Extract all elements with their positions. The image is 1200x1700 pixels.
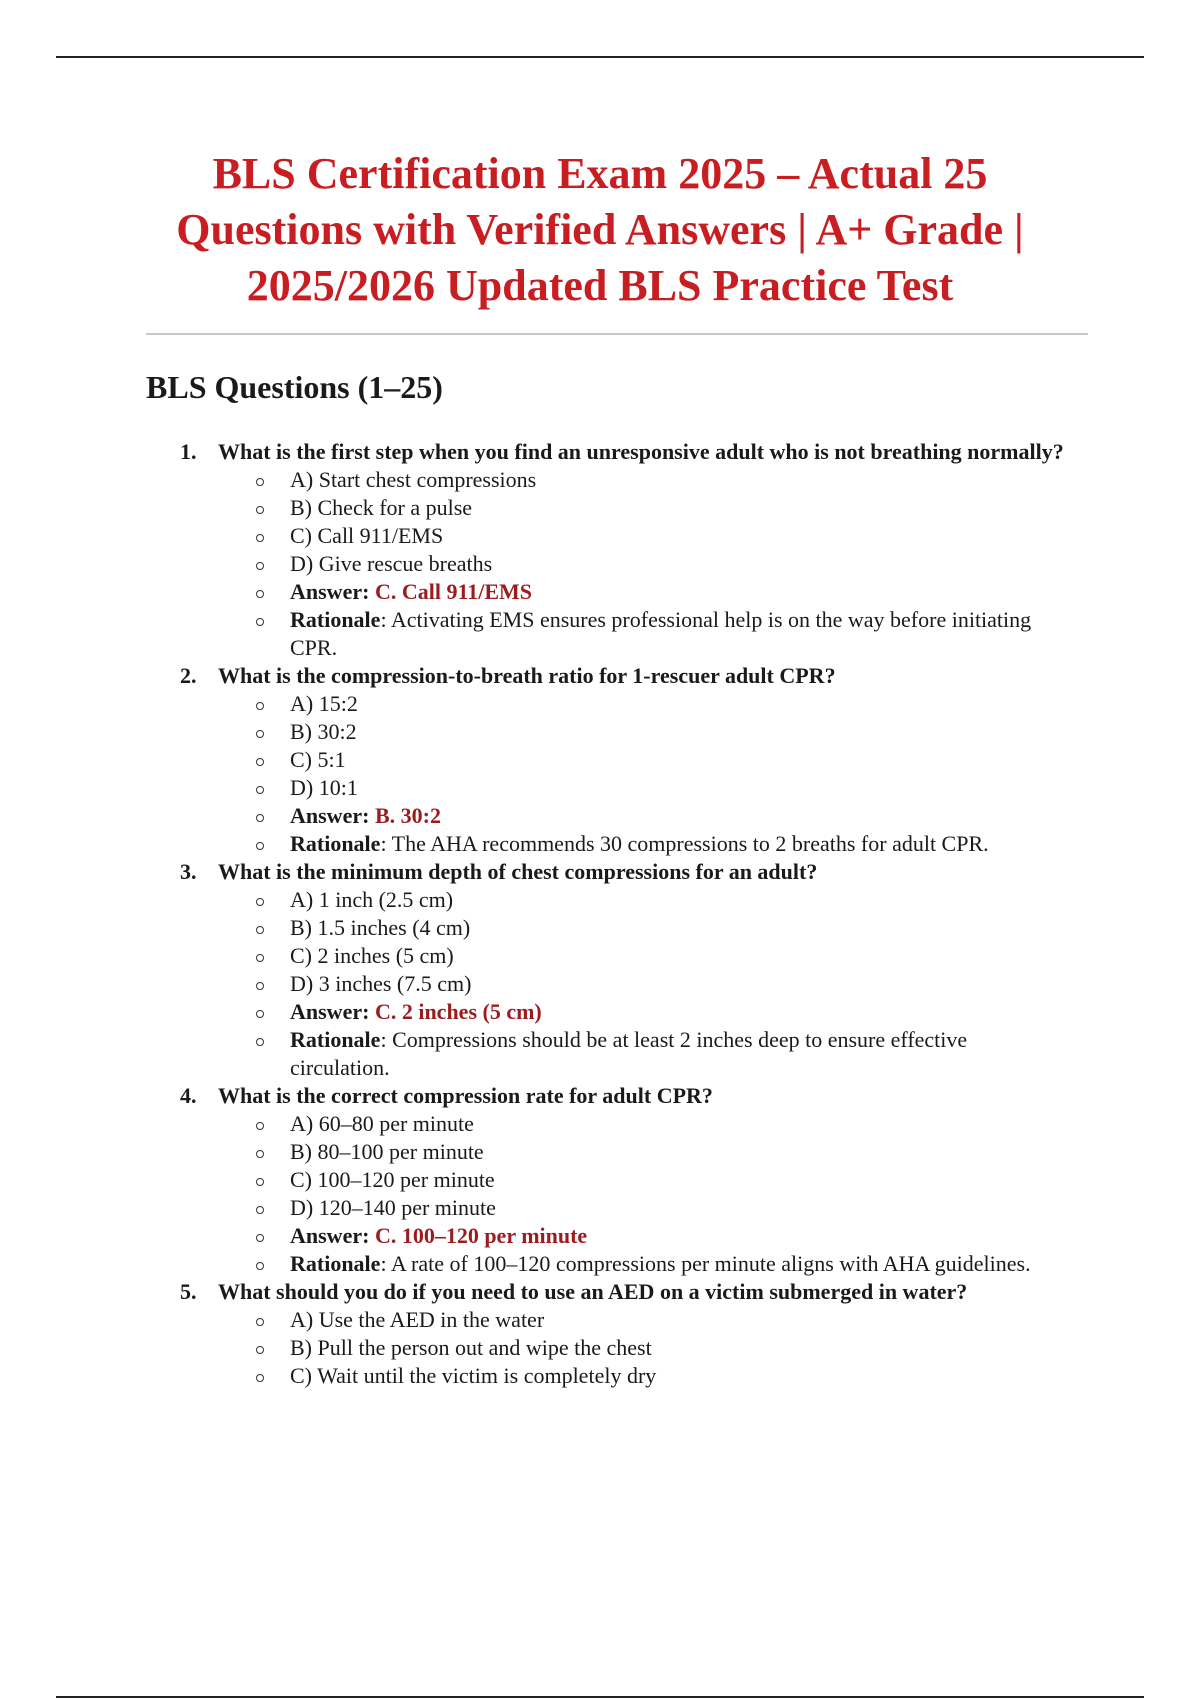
circle-bullet-icon — [256, 562, 264, 570]
option-text: A) 15:2 — [290, 691, 358, 716]
answer-label: Answer: — [290, 1223, 370, 1248]
option-text: D) 3 inches (7.5 cm) — [290, 971, 472, 996]
option-text: C) 100–120 per minute — [290, 1167, 495, 1192]
circle-bullet-icon — [256, 1318, 264, 1326]
answer-option — [0, 466, 1070, 494]
option-text: D) 120–140 per minute — [290, 1195, 496, 1220]
answer-option — [0, 494, 1070, 522]
circle-bullet-icon — [256, 478, 264, 486]
answer-option — [0, 774, 1070, 802]
answer-option — [0, 914, 1070, 942]
circle-bullet-icon — [256, 898, 264, 906]
rationale-label: Rationale — [290, 607, 381, 632]
rationale-text: : Activating EMS ensures professional help is on the way before initiating CPR. — [290, 607, 1032, 660]
option-list — [0, 690, 1200, 858]
answer-option — [0, 1194, 1070, 1222]
rationale-text: : The AHA recommends 30 compressions to 2 breaths for adult CPR. — [380, 831, 989, 856]
option-text: B) 80–100 per minute — [290, 1139, 484, 1164]
circle-bullet-icon — [256, 954, 264, 962]
answer-label: Answer: — [290, 999, 370, 1024]
question-item — [0, 858, 1200, 1082]
answer-option — [0, 1110, 1070, 1138]
rationale-line — [0, 1250, 1070, 1278]
option-text: C) 5:1 — [290, 747, 346, 772]
circle-bullet-icon — [256, 618, 264, 626]
rationale-text: : A rate of 100–120 compressions per minute aligns with AHA guidelines. — [380, 1251, 1031, 1276]
question-number: 5. — [180, 1279, 197, 1304]
option-text: C) 2 inches (5 cm) — [290, 943, 454, 968]
option-list — [0, 466, 1200, 662]
question-number: 4. — [180, 1083, 197, 1108]
question-text: What is the correct compression rate for adult CPR? — [218, 1083, 713, 1108]
option-text: B) Check for a pulse — [290, 495, 473, 520]
circle-bullet-icon — [256, 1206, 264, 1214]
question-text: What is the compression-to-breath ratio for 1-rescuer adult CPR? — [218, 663, 836, 688]
option-text: A) 60–80 per minute — [290, 1111, 474, 1136]
circle-bullet-icon — [256, 1262, 264, 1270]
answer-option — [0, 522, 1070, 550]
answer-option — [0, 746, 1070, 774]
answer-option — [0, 690, 1070, 718]
option-text: D) 10:1 — [290, 775, 358, 800]
question-text: What should you do if you need to use an AED on a victim submerged in water? — [218, 1279, 968, 1304]
option-text: B) 30:2 — [290, 719, 357, 744]
option-list — [0, 1306, 1200, 1390]
document-title: BLS Certification Exam 2025 – Actual 25 Questions with Verified Answers | A+ Grade | 2025/2026 Updated BLS Practice Test — [176, 149, 1024, 310]
circle-bullet-icon — [256, 982, 264, 990]
answer-value: C. Call 911/EMS — [374, 579, 533, 604]
circle-bullet-icon — [256, 814, 264, 822]
circle-bullet-icon — [256, 926, 264, 934]
option-text: D) Give rescue breaths — [290, 551, 493, 576]
circle-bullet-icon — [256, 1150, 264, 1158]
circle-bullet-icon — [256, 1374, 264, 1382]
rationale-line — [0, 1026, 1070, 1082]
page-top-rule — [56, 56, 1144, 58]
circle-bullet-icon — [256, 1122, 264, 1130]
page-bottom-rule — [56, 1696, 1144, 1698]
circle-bullet-icon — [256, 1346, 264, 1354]
answer-option — [0, 1334, 1070, 1362]
option-list — [0, 1110, 1200, 1278]
circle-bullet-icon — [256, 702, 264, 710]
answer-option — [0, 1166, 1070, 1194]
rationale-text: : Compressions should be at least 2 inches deep to ensure effective circulation. — [290, 1027, 968, 1080]
circle-bullet-icon — [256, 506, 264, 514]
question-item — [0, 1278, 1200, 1390]
answer-line — [0, 802, 1070, 830]
circle-bullet-icon — [256, 758, 264, 766]
answer-option — [0, 1362, 1070, 1390]
answer-line — [0, 578, 1070, 606]
question-text: What is the minimum depth of chest compressions for an adult? — [218, 859, 818, 884]
rationale-label: Rationale — [290, 1251, 381, 1276]
question-item — [0, 438, 1200, 662]
circle-bullet-icon — [256, 1010, 264, 1018]
answer-option — [0, 550, 1070, 578]
question-number: 1. — [180, 439, 197, 464]
option-text: B) Pull the person out and wipe the chest — [290, 1335, 652, 1360]
answer-value: B. 30:2 — [374, 803, 441, 828]
question-number: 2. — [180, 663, 197, 688]
answer-line — [0, 1222, 1070, 1250]
answer-label: Answer: — [290, 803, 370, 828]
section-heading: BLS Questions (1–25) — [146, 369, 443, 405]
option-text: A) Use the AED in the water — [290, 1307, 545, 1332]
rationale-label: Rationale — [290, 831, 381, 856]
option-text: C) Call 911/EMS — [290, 523, 444, 548]
circle-bullet-icon — [256, 730, 264, 738]
option-text: A) Start chest compressions — [290, 467, 537, 492]
answer-option — [0, 1138, 1070, 1166]
answer-option — [0, 1306, 1070, 1334]
option-text: B) 1.5 inches (4 cm) — [290, 915, 471, 940]
rationale-line — [0, 606, 1070, 662]
answer-option — [0, 718, 1070, 746]
answer-option — [0, 970, 1070, 998]
title-divider — [146, 333, 1088, 335]
answer-label: Answer: — [290, 579, 370, 604]
question-item — [0, 662, 1200, 858]
circle-bullet-icon — [256, 1234, 264, 1242]
circle-bullet-icon — [256, 786, 264, 794]
answer-value: C. 2 inches (5 cm) — [374, 999, 542, 1024]
circle-bullet-icon — [256, 590, 264, 598]
answer-option — [0, 886, 1070, 914]
question-list — [0, 438, 1200, 1390]
circle-bullet-icon — [256, 842, 264, 850]
answer-option — [0, 942, 1070, 970]
rationale-label: Rationale — [290, 1027, 381, 1052]
circle-bullet-icon — [256, 1178, 264, 1186]
circle-bullet-icon — [256, 534, 264, 542]
option-text: C) Wait until the victim is completely dry — [290, 1363, 657, 1388]
option-text: A) 1 inch (2.5 cm) — [290, 887, 454, 912]
circle-bullet-icon — [256, 1038, 264, 1046]
question-text: What is the first step when you find an unresponsive adult who is not breathing normally? — [218, 439, 1064, 464]
answer-value: C. 100–120 per minute — [374, 1223, 588, 1248]
question-number: 3. — [180, 859, 197, 884]
answer-line — [0, 998, 1070, 1026]
question-item — [0, 1082, 1200, 1278]
option-list — [0, 886, 1200, 1082]
rationale-line — [0, 830, 1070, 858]
